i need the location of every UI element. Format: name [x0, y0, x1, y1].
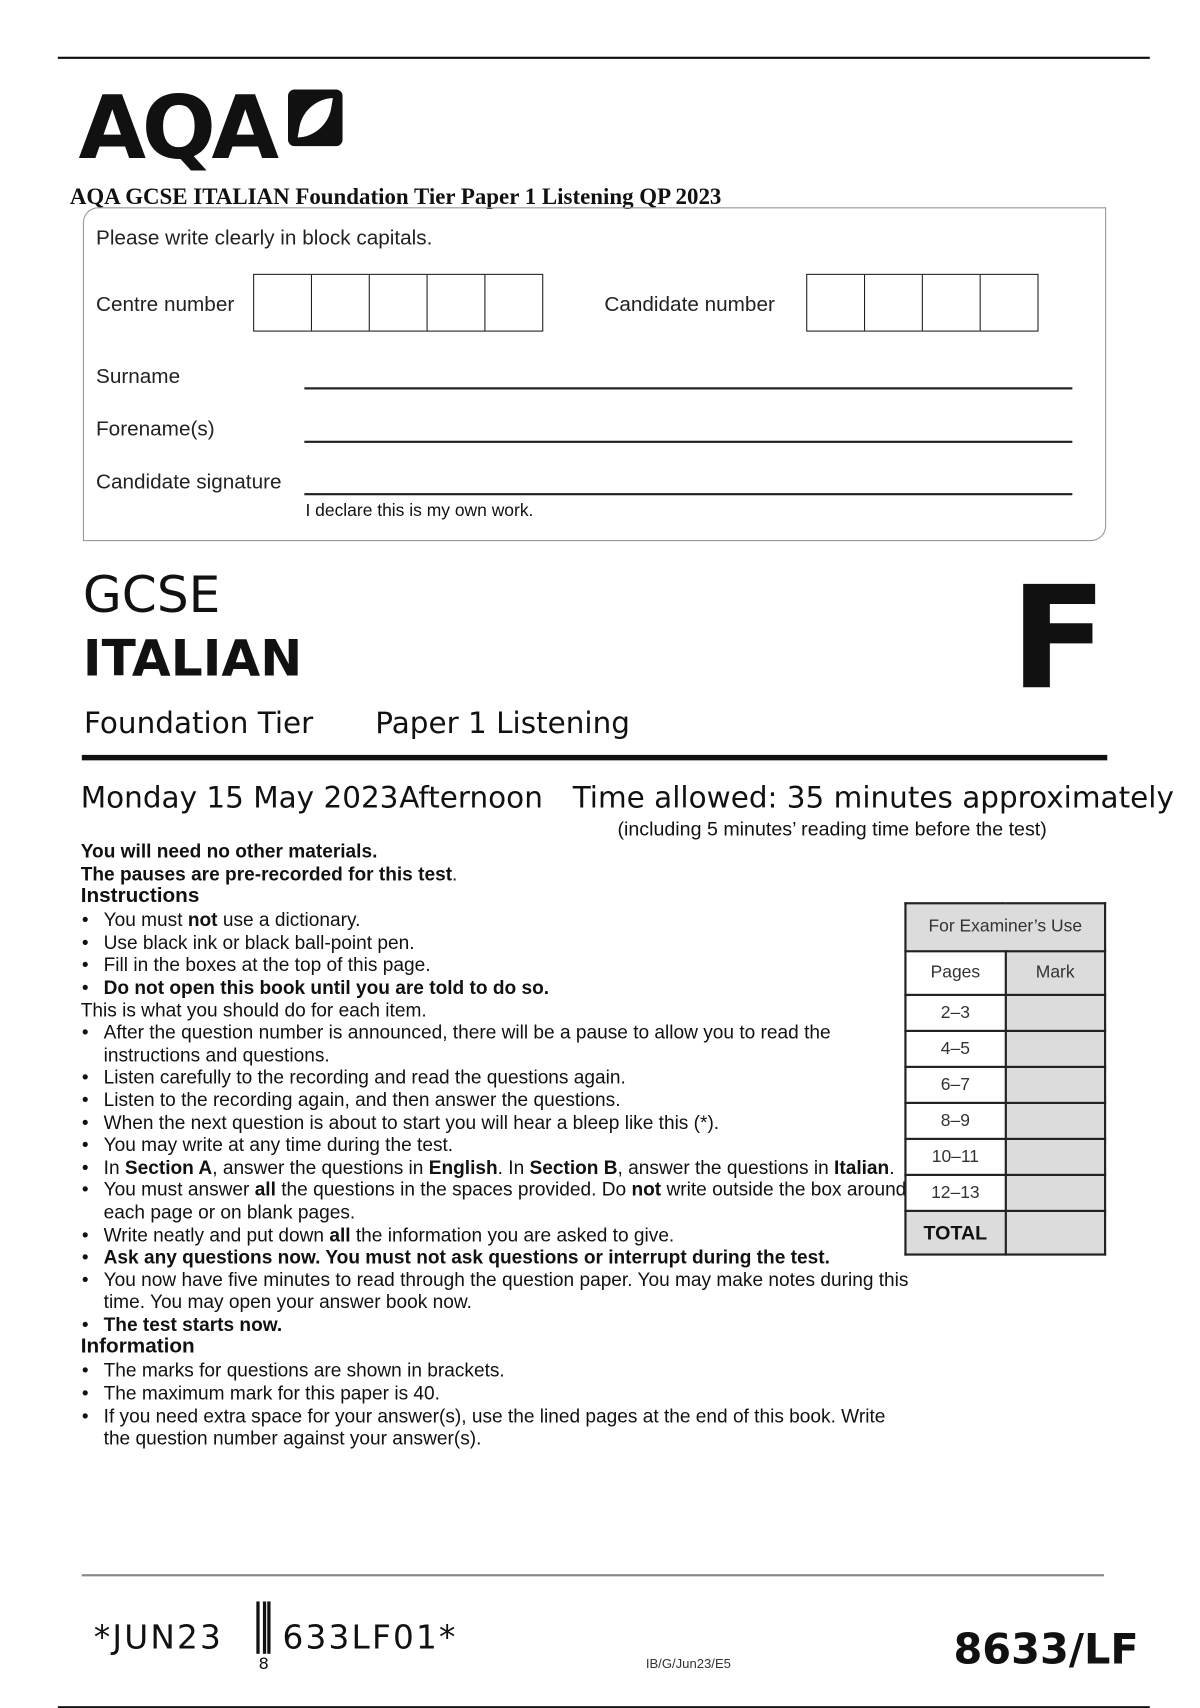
candidate-number-input[interactable]	[806, 274, 1038, 332]
instructions-item	[104, 976, 910, 998]
pages-cell: 10–11	[905, 1139, 1005, 1175]
text-segment: .	[452, 862, 458, 885]
tier-letter: F	[1010, 555, 1108, 722]
text-segment: Do not open this book until you are told to do so.	[103, 976, 550, 999]
each-item-item	[104, 1156, 910, 1178]
text-segment: If you need extra space for your answer(s), use the lined pages at the end of this book. Write the question number against your answer(s).	[103, 1404, 886, 1449]
mark-cell	[1005, 1175, 1105, 1211]
instructions-item	[104, 909, 910, 931]
text-segment: Italian	[834, 1156, 890, 1178]
examiner-table-row	[905, 995, 1105, 1031]
surname-field[interactable]	[304, 387, 1072, 389]
footer-rule	[82, 1574, 1104, 1576]
pages-cell: 8–9	[905, 1103, 1005, 1139]
text-segment: , answer the questions in	[617, 1156, 835, 1178]
pages-cell: 4–5	[905, 1031, 1005, 1067]
aqa-logo: AQA	[78, 77, 275, 179]
declaration-text: I declare this is my own work.	[305, 501, 534, 521]
text-segment: Ask any questions now. You must not ask questions or interrupt during the test.	[103, 1245, 830, 1268]
barcode-icon	[256, 1601, 259, 1653]
text-segment: When the next question is about to start you will hear a bleep like this (*).	[103, 1111, 720, 1133]
examiner-table-row	[905, 1175, 1105, 1211]
text-segment: use a dictionary.	[217, 908, 361, 931]
information-heading: Information	[80, 1335, 195, 1359]
each-item-item	[104, 1089, 910, 1111]
text-segment: . In	[497, 1156, 530, 1178]
text-segment: The marks for questions are shown in brackets.	[103, 1359, 505, 1382]
pages-header: Pages	[905, 951, 1005, 995]
each-item-item	[104, 1313, 910, 1335]
text-segment: write outside the box around each page or on blank pages.	[103, 1178, 907, 1223]
instructions-heading: Instructions	[80, 884, 200, 908]
text-segment: After the question number is announced, there will be a pause to allow you to read the instructions and questions.	[103, 1021, 831, 1066]
top-rule	[58, 57, 1150, 59]
pages-cell: 12–13	[905, 1175, 1005, 1211]
examiner-table-row	[905, 1067, 1105, 1103]
time-note: (including 5 minutes’ reading time before the test)	[617, 818, 1047, 840]
text-segment: You may write at any time during the test.	[103, 1133, 454, 1156]
forename-label: Forename(s)	[95, 417, 215, 441]
text-segment: In	[103, 1156, 125, 1178]
mark-header: Mark	[1005, 951, 1105, 995]
reference-code: IB/G/Jun23/E5	[645, 1655, 731, 1672]
text-segment: English	[428, 1156, 498, 1178]
total-mark-cell	[1005, 1211, 1105, 1255]
each-item-item	[104, 1268, 910, 1313]
mark-cell	[1005, 1139, 1105, 1175]
text-segment: all	[254, 1178, 276, 1201]
pages-cell: 2–3	[905, 995, 1005, 1031]
pages-cell: 6–7	[905, 1067, 1005, 1103]
centre-number-label: Centre number	[95, 293, 235, 317]
text-segment: Section A	[124, 1156, 213, 1178]
text-segment: You now have five minutes to read through the question paper. You may make notes during this time. You may open your answer book now.	[103, 1268, 909, 1313]
mark-cell	[1005, 1067, 1105, 1103]
information-item	[104, 1405, 910, 1450]
instructions-item	[104, 931, 910, 953]
aqa-logo-mark-icon	[288, 89, 343, 146]
each-item-item	[104, 1246, 910, 1268]
text-segment: The maximum mark for this paper is 40.	[103, 1382, 440, 1405]
text-segment: Section B	[529, 1156, 618, 1178]
text-segment: Write neatly and put down	[103, 1223, 330, 1246]
centre-number-input[interactable]	[253, 274, 543, 332]
time-allowed: Time allowed: 35 minutes approximately	[572, 781, 1174, 815]
title-rule	[82, 755, 1107, 760]
qualification: GCSE	[82, 565, 221, 624]
text-segment: The pauses are pre-recorded for this test	[80, 862, 453, 885]
each-item-item	[104, 1066, 910, 1088]
text-segment: , answer the questions in	[212, 1156, 429, 1178]
examiner-table-row	[905, 1103, 1105, 1139]
signature-field[interactable]	[304, 493, 1072, 495]
text-segment: The test starts now.	[103, 1313, 283, 1336]
materials-item	[81, 840, 910, 862]
materials-item	[81, 862, 910, 884]
text-segment: Fill in the boxes at the top of this page.	[103, 953, 431, 976]
examiner-use-table	[904, 902, 1106, 1255]
text-segment: all	[329, 1223, 351, 1246]
information-item	[104, 1382, 910, 1404]
exam-session: Afternoon	[399, 781, 543, 815]
text-segment: not	[631, 1178, 662, 1201]
each-item-item	[104, 1021, 910, 1066]
instructions-item	[104, 954, 910, 976]
barcode-right-text: 633LF01*	[282, 1618, 458, 1658]
paper-code: 8633/LF	[953, 1625, 1139, 1674]
form-intro: Please write clearly in block capitals.	[95, 226, 433, 250]
examiner-table-row	[905, 1031, 1105, 1067]
paper-name: Paper 1 Listening	[375, 706, 630, 741]
text-segment: Use black ink or black ball-point pen.	[103, 931, 415, 954]
tier: Foundation Tier	[83, 706, 314, 741]
forename-field[interactable]	[304, 441, 1072, 443]
text-segment: Listen carefully to the recording and read the questions again.	[103, 1066, 626, 1089]
instructions-section	[81, 840, 910, 1450]
candidate-details-box	[83, 207, 1106, 541]
exam-date: Monday 15 May 2023	[80, 781, 399, 815]
text-segment: not	[187, 908, 218, 931]
document-title: AQA GCSE ITALIAN Foundation Tier Paper 1 Listening QP 2023	[69, 183, 722, 210]
each-item-item	[104, 1223, 910, 1245]
total-label: TOTAL	[905, 1211, 1005, 1255]
text-segment: You must answer	[103, 1178, 255, 1201]
subject: ITALIAN	[82, 628, 303, 688]
text-segment: You will need no other materials.	[80, 839, 378, 862]
barcode-digit: 8	[258, 1653, 269, 1674]
text-segment: Listen to the recording again, and then answer the questions.	[103, 1088, 621, 1111]
mark-cell	[1005, 1031, 1105, 1067]
text-segment: the questions in the spaces provided. Do	[275, 1178, 632, 1201]
each-item-item	[104, 1111, 910, 1133]
candidate-number-label: Candidate number	[604, 293, 775, 317]
surname-label: Surname	[95, 365, 181, 389]
information-item	[104, 1360, 910, 1382]
each-item-intro: This is what you should do for each item.	[80, 998, 427, 1021]
each-item-item	[104, 1134, 910, 1156]
examiner-table-row	[905, 1139, 1105, 1175]
mark-cell	[1005, 1103, 1105, 1139]
examiner-table-title: For Examiner’s Use	[905, 903, 1105, 951]
each-item-item	[104, 1179, 910, 1224]
mark-cell	[1005, 995, 1105, 1031]
signature-label: Candidate signature	[95, 471, 282, 495]
text-segment: .	[889, 1156, 895, 1178]
text-segment: You must	[103, 908, 188, 931]
barcode-left-text: *JUN23	[93, 1618, 224, 1658]
text-segment: the information you are asked to give.	[350, 1223, 675, 1246]
